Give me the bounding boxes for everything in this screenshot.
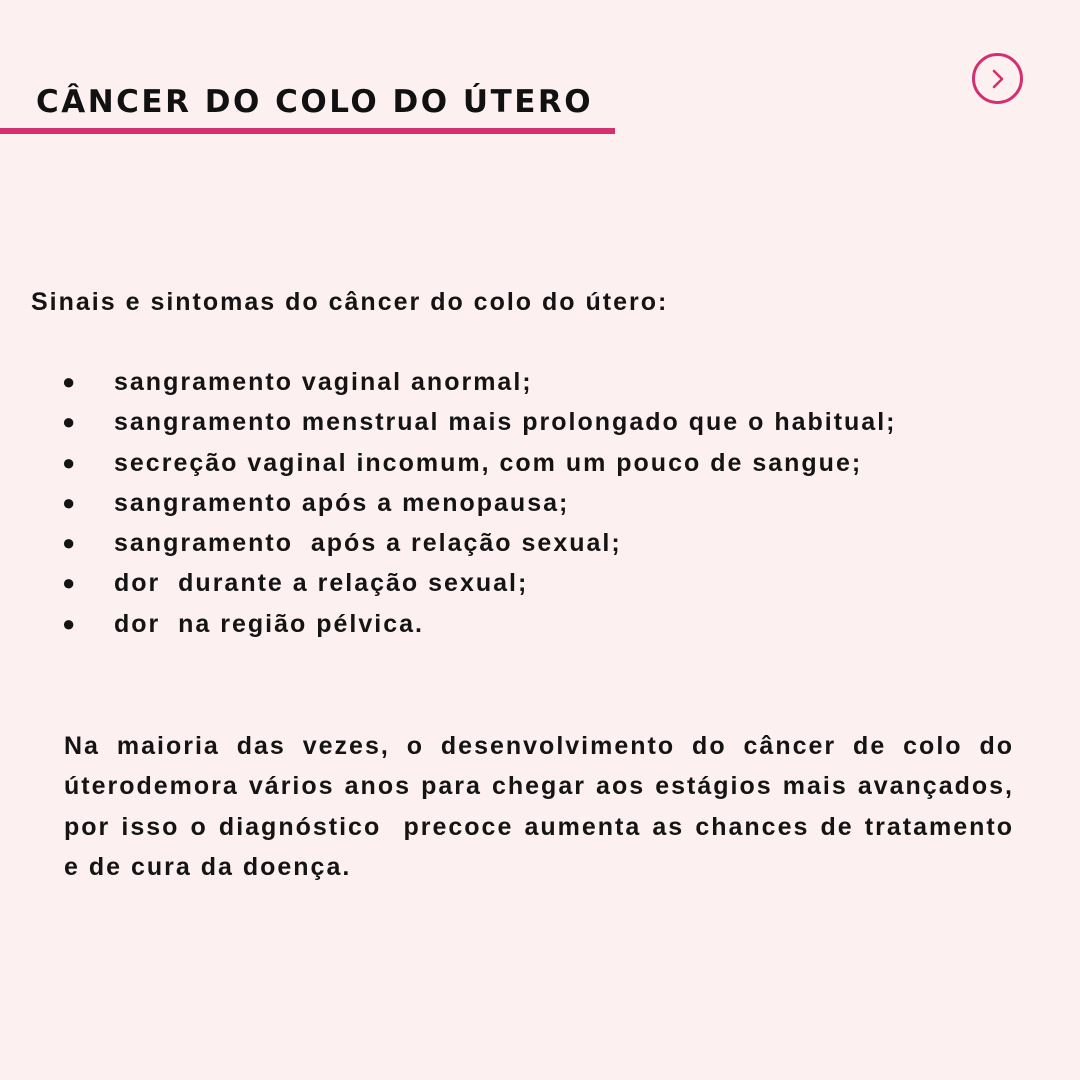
symptom-text: dor durante a relação sexual; xyxy=(114,569,529,598)
list-item xyxy=(0,565,529,605)
symptom-text: sangramento menstrual mais prolongado que o habitual; xyxy=(114,408,897,437)
list-item xyxy=(0,485,570,525)
bullet-icon: ● xyxy=(62,409,76,435)
title-underline xyxy=(0,128,615,134)
symptom-text: dor na região pélvica. xyxy=(114,609,424,638)
conclusion-paragraph: Na maioria das vezes, o desenvolvimento do câncer de colo do úterodemora vários anos para chegar aos estágios mais avançados, por isso o diagnóstico precoce aumenta as chances de tratamento e de cura da doença. xyxy=(64,732,1032,881)
next-button[interactable] xyxy=(972,53,1023,104)
list-item xyxy=(0,364,533,404)
bullet-icon: ● xyxy=(62,449,76,475)
symptom-text: sangramento após a relação sexual; xyxy=(114,529,622,558)
list-item xyxy=(0,525,622,565)
page-title: CÂNCER DO COLO DO ÚTERO xyxy=(36,84,594,120)
bullet-icon: ● xyxy=(62,530,76,556)
chevron-right-icon xyxy=(988,68,1008,90)
bullet-icon: ● xyxy=(62,610,76,636)
list-item xyxy=(0,445,863,485)
bullet-icon: ● xyxy=(62,369,76,394)
list-item xyxy=(0,606,424,646)
symptom-list xyxy=(0,364,897,646)
bullet-icon: ● xyxy=(62,570,76,596)
symptom-text: sangramento após a menopausa; xyxy=(114,488,570,517)
list-item xyxy=(0,404,897,444)
intro-text: Sinais e sintomas do câncer do colo do útero: xyxy=(31,288,669,316)
symptom-text: secreção vaginal incomum, com um pouco de sangue; xyxy=(114,448,863,477)
symptom-text: sangramento vaginal anormal; xyxy=(114,368,533,396)
bullet-icon: ● xyxy=(62,489,76,515)
